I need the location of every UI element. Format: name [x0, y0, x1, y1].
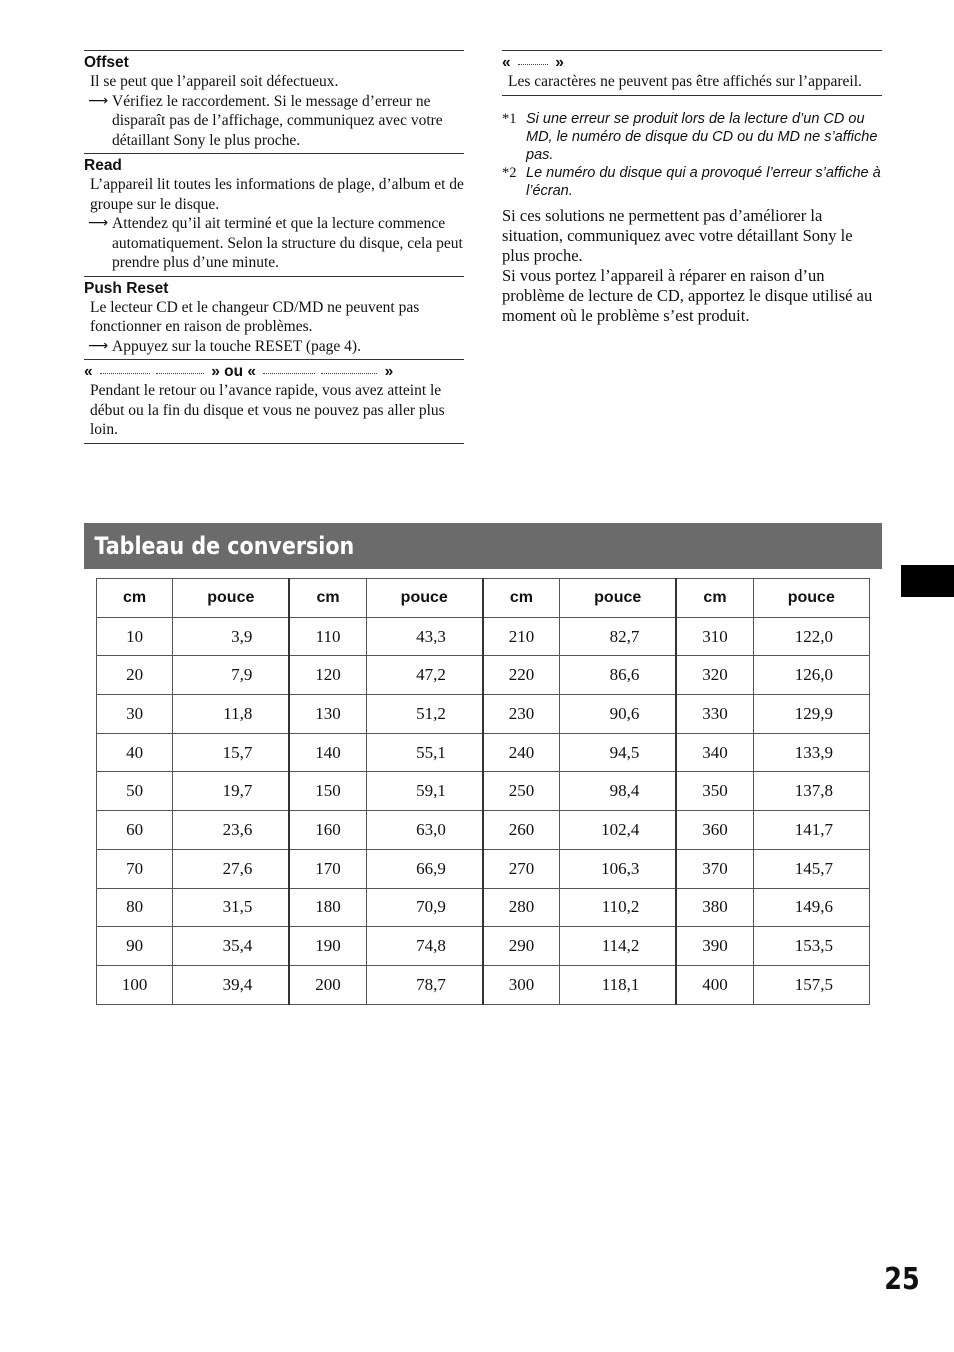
- table-row: [97, 656, 870, 695]
- cell-cm: 360: [676, 811, 753, 850]
- quote-close: »: [555, 54, 564, 71]
- entry-offset: [84, 50, 464, 153]
- cell-pouce: 86,6: [560, 656, 677, 695]
- cell-pouce: 114,2: [560, 927, 677, 966]
- cell-pouce: 27,6: [173, 849, 290, 888]
- entry-description: Les caractères ne peuvent pas être affichés sur l’appareil.: [508, 73, 862, 90]
- cell-cm: 100: [97, 965, 173, 1004]
- footnote-mark: *1: [502, 110, 517, 127]
- entry-description: Il se peut que l’appareil soit défectueux.: [90, 73, 339, 90]
- cell-cm: 250: [483, 772, 560, 811]
- troubleshooting-messages-left: [84, 50, 464, 444]
- cell-cm: 370: [676, 849, 753, 888]
- section-banner: [84, 523, 882, 569]
- section-title: Tableau de conversion: [94, 532, 355, 560]
- remedy-text: Vérifiez le raccordement. Si le message d’erreur ne disparaît pas de l’affichage, communiquez avec votre détaillant Sony le plus proche.: [112, 92, 443, 149]
- cell-pouce: 3,9: [173, 617, 290, 656]
- quote-close: »: [384, 363, 394, 380]
- footnote: [502, 164, 882, 200]
- cell-cm: 270: [483, 849, 560, 888]
- arrow-right-icon: ⟶: [88, 337, 109, 354]
- entry-title: Read: [84, 157, 122, 174]
- cell-cm: 140: [289, 733, 366, 772]
- cell-cm: 160: [289, 811, 366, 850]
- cell-pouce: 106,3: [560, 849, 677, 888]
- dotted-display-icon: [100, 370, 150, 374]
- cell-cm: 340: [676, 733, 753, 772]
- entry-description: Pendant le retour ou l’avance rapide, vous avez atteint le début ou la fin du disque et vous ne pouvez pas aller plus loin.: [90, 382, 445, 438]
- cell-pouce: 11,8: [173, 695, 290, 734]
- entry-description: L’appareil lit toutes les informations de plage, d’album et de groupe sur le disque.: [90, 176, 464, 213]
- cell-cm: 350: [676, 772, 753, 811]
- closing-paragraph: Si ces solutions ne permettent pas d’améliorer la situation, communiquez avec votre détaillant Sony le plus proche.: [502, 205, 853, 265]
- entry-unsupported-chars: [502, 50, 882, 96]
- cell-cm: 170: [289, 849, 366, 888]
- entry-remedy: [84, 214, 464, 273]
- cell-cm: 240: [483, 733, 560, 772]
- entry-push-reset: [84, 276, 464, 360]
- cell-pouce: 74,8: [366, 927, 483, 966]
- cell-pouce: 149,6: [753, 888, 869, 927]
- table-row: [97, 617, 870, 656]
- column-header: cm: [676, 579, 753, 618]
- entry-remedy: [84, 337, 464, 357]
- cell-cm: 40: [97, 733, 173, 772]
- cell-cm: 130: [289, 695, 366, 734]
- cell-cm: 320: [676, 656, 753, 695]
- cell-pouce: 137,8: [753, 772, 869, 811]
- footnote: [502, 110, 882, 164]
- table-row: [97, 888, 870, 927]
- entry-description: Le lecteur CD et le changeur CD/MD ne peuvent pas fonctionner en raison de problèmes.: [90, 298, 420, 335]
- troubleshooting-messages-right: [502, 50, 882, 326]
- cell-pouce: 141,7: [753, 811, 869, 850]
- cell-cm: 190: [289, 927, 366, 966]
- cell-pouce: 66,9: [366, 849, 483, 888]
- cell-cm: 380: [676, 888, 753, 927]
- table-row: [97, 811, 870, 850]
- table-row: [97, 772, 870, 811]
- cell-cm: 400: [676, 965, 753, 1004]
- table-body: [97, 617, 870, 1004]
- table-row: [97, 965, 870, 1004]
- entry-title: [502, 54, 882, 72]
- cell-pouce: 153,5: [753, 927, 869, 966]
- cell-pouce: 35,4: [173, 927, 290, 966]
- table-row: [97, 695, 870, 734]
- cell-pouce: 7,9: [173, 656, 290, 695]
- column-header: pouce: [560, 579, 677, 618]
- cell-pouce: 129,9: [753, 695, 869, 734]
- conversion-table: [96, 578, 870, 1005]
- cell-pouce: 70,9: [366, 888, 483, 927]
- column-header: cm: [483, 579, 560, 618]
- entry-title: Push Reset: [84, 279, 169, 297]
- cell-cm: 280: [483, 888, 560, 927]
- column-header: cm: [97, 579, 173, 618]
- cell-cm: 60: [97, 811, 173, 850]
- entry-disc-edge: [84, 359, 464, 444]
- cell-cm: 200: [289, 965, 366, 1004]
- cell-cm: 300: [483, 965, 560, 1004]
- cell-cm: 290: [483, 927, 560, 966]
- entry-read: [84, 153, 464, 276]
- cell-cm: 230: [483, 695, 560, 734]
- cell-pouce: 43,3: [366, 617, 483, 656]
- arrow-right-icon: ⟶: [88, 215, 109, 231]
- cell-pouce: 94,5: [560, 733, 677, 772]
- cell-cm: 10: [97, 617, 173, 656]
- cell-cm: 50: [97, 772, 173, 811]
- entry-title: Offset: [84, 54, 129, 71]
- cell-pouce: 47,2: [366, 656, 483, 695]
- closing-paragraph: Si vous portez l’appareil à réparer en raison d’un problème de lecture de CD, apportez le disque utilisé au moment où le problème s’est produit.: [502, 265, 873, 325]
- table-row: [97, 927, 870, 966]
- cell-pouce: 55,1: [366, 733, 483, 772]
- cell-pouce: 59,1: [366, 772, 483, 811]
- dotted-display-icon: [156, 370, 204, 374]
- cell-pouce: 23,6: [173, 811, 290, 850]
- quote-open: «: [502, 54, 511, 71]
- column-header: pouce: [366, 579, 483, 618]
- cell-pouce: 15,7: [173, 733, 290, 772]
- dotted-display-icon: [263, 370, 315, 374]
- cell-pouce: 63,0: [366, 811, 483, 850]
- page-number: 25: [884, 1262, 920, 1297]
- cell-pouce: 90,6: [560, 695, 677, 734]
- column-header: pouce: [753, 579, 869, 618]
- cell-pouce: 126,0: [753, 656, 869, 695]
- cell-pouce: 110,2: [560, 888, 677, 927]
- cell-pouce: 133,9: [753, 733, 869, 772]
- cell-pouce: 122,0: [753, 617, 869, 656]
- cell-pouce: 145,7: [753, 849, 869, 888]
- quote-open: «: [84, 363, 93, 380]
- cell-cm: 20: [97, 656, 173, 695]
- cell-pouce: 98,4: [560, 772, 677, 811]
- cell-pouce: 51,2: [366, 695, 483, 734]
- cell-cm: 150: [289, 772, 366, 811]
- page-tab-marker: [901, 565, 954, 597]
- cell-pouce: 39,4: [173, 965, 290, 1004]
- cell-cm: 210: [483, 617, 560, 656]
- cell-cm: 30: [97, 695, 173, 734]
- cell-cm: 90: [97, 927, 173, 966]
- footnote-mark: *2: [502, 164, 517, 181]
- cell-pouce: 102,4: [560, 811, 677, 850]
- cell-cm: 120: [289, 656, 366, 695]
- table-row: [97, 733, 870, 772]
- cell-cm: 330: [676, 695, 753, 734]
- title-connector: » ou «: [211, 363, 257, 380]
- cell-cm: 110: [289, 617, 366, 656]
- cell-cm: 80: [97, 888, 173, 927]
- cell-pouce: 19,7: [173, 772, 290, 811]
- entry-title: [84, 363, 464, 381]
- column-header: pouce: [173, 579, 290, 618]
- table-header-row: [97, 579, 870, 618]
- cell-pouce: 118,1: [560, 965, 677, 1004]
- cell-cm: 70: [97, 849, 173, 888]
- remedy-text: Attendez qu’il ait terminé et que la lecture commence automatiquement. Selon la structure du disque, cela peut prendre plus d’une minute.: [112, 215, 463, 271]
- footnote-text: Si une erreur se produit lors de la lecture d’un CD ou MD, le numéro de disque du CD ou du MD ne s’affiche pas.: [526, 110, 878, 163]
- cell-pouce: 31,5: [173, 888, 290, 927]
- table-row: [97, 849, 870, 888]
- dotted-display-icon: [321, 370, 377, 374]
- entry-remedy: [84, 92, 464, 151]
- cell-cm: 220: [483, 656, 560, 695]
- dotted-display-icon: [518, 61, 548, 65]
- cell-pouce: 82,7: [560, 617, 677, 656]
- cell-cm: 260: [483, 811, 560, 850]
- cell-pouce: 78,7: [366, 965, 483, 1004]
- cell-pouce: 157,5: [753, 965, 869, 1004]
- arrow-right-icon: ⟶: [88, 92, 109, 109]
- remedy-text: Appuyez sur la touche RESET (page 4).: [112, 337, 361, 355]
- cell-cm: 180: [289, 888, 366, 927]
- cell-cm: 310: [676, 617, 753, 656]
- column-header: cm: [289, 579, 366, 618]
- cell-cm: 390: [676, 927, 753, 966]
- footnote-text: Le numéro du disque qui a provoqué l’erreur s’affiche à l’écran.: [526, 164, 881, 199]
